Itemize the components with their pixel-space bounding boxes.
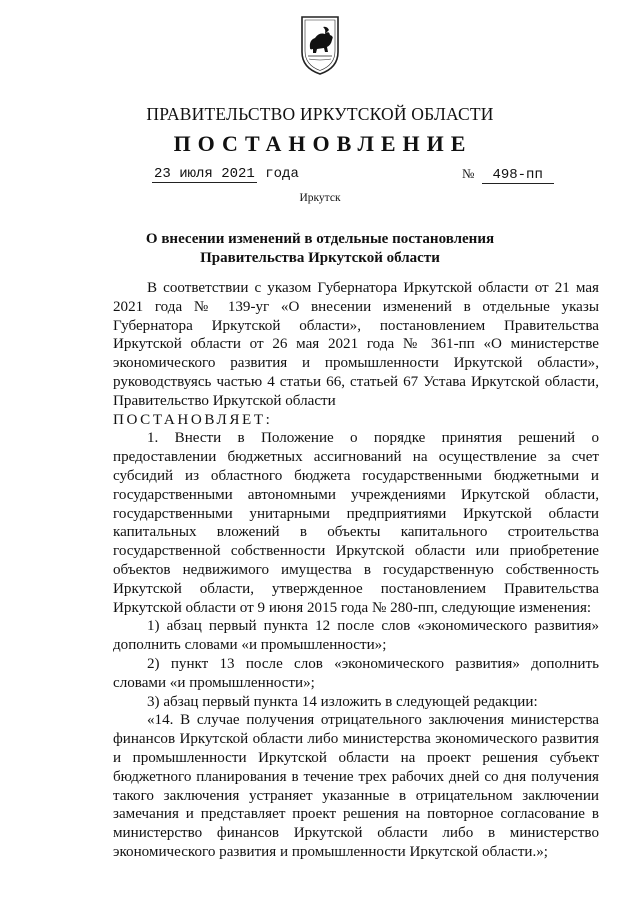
document-number xyxy=(462,166,562,184)
document-body xyxy=(113,279,599,862)
number-value: 498-пп xyxy=(482,167,554,184)
clause-paragraph: 2) пункт 13 после слов «экономического развития» дополнить словами «и промышленности»; xyxy=(113,655,599,691)
resolves-heading: ПОСТАНОВЛЯЕТ: xyxy=(113,411,273,428)
city: Иркутск xyxy=(299,192,341,204)
document-type: ПОСТАНОВЛЕНИЕ xyxy=(173,131,473,156)
date-value: 23 июля 2021 xyxy=(154,166,255,182)
preamble-paragraph: В соответствии с указом Губернатора Иркутской области от 21 мая 2021 года № 139-уг «О внесении изменений в отдельные указы Губернатора Иркутской области», постановлением Правительства Иркутской области от 26 мая 2021 года № 361-пп «О министерстве экономического развития и промышленности Иркутской области», руководствуясь частью 4 статьи 66, статьей 67 Устава Иркутской области, Правительство Иркутской области xyxy=(113,280,599,409)
document-title: О внесении изменений в отдельные постановления Правительства Иркутской области xyxy=(145,231,495,266)
clause-paragraph: «14. В случае получения отрицательного заключения министерства финансов Иркутской области либо министерства экономического развития и промышленности Иркутской области на проект решения субъект бюджетного планирования в течение трех рабочих дней со дня получения такого заключения устраняет указанные в отрицательном заключении замечания и представляет проект решения на повторное согласование в министерство финансов Иркутской области либо в министерство экономического развития и промышленности Иркутской области.»; xyxy=(113,712,599,860)
clause-paragraph: 1) абзац первый пункта 12 после слов «экономического развития» дополнить словами «и промышленности»; xyxy=(113,618,599,654)
document-date xyxy=(152,166,299,182)
date-suffix: года xyxy=(265,166,299,182)
number-prefix: № xyxy=(462,166,475,181)
government-name: ПРАВИТЕЛЬСТВО ИРКУТСКОЙ ОБЛАСТИ xyxy=(146,104,494,124)
coat-of-arms-icon xyxy=(299,14,341,76)
clause-paragraph: 3) абзац первый пункта 14 изложить в следующей редакции: xyxy=(147,693,538,710)
clause-paragraph: 1. Внести в Положение о порядке принятия решений о предоставлении бюджетных ассигнований на осуществление за счет субсидий из областного бюджета государственными бюджетными и государственными автономными учреждениями Иркутской области, государственными унитарными предприятиями Иркутской области капитальных вложений в объекты капитального строительства государственной собственности Иркутской области или приобретение объектов недвижимого имущества в государственную собственность Иркутской области, утвержденное постановлением Правительства Иркутской области от 9 июня 2015 года № 280-пп, следующие изменения: xyxy=(113,430,599,616)
